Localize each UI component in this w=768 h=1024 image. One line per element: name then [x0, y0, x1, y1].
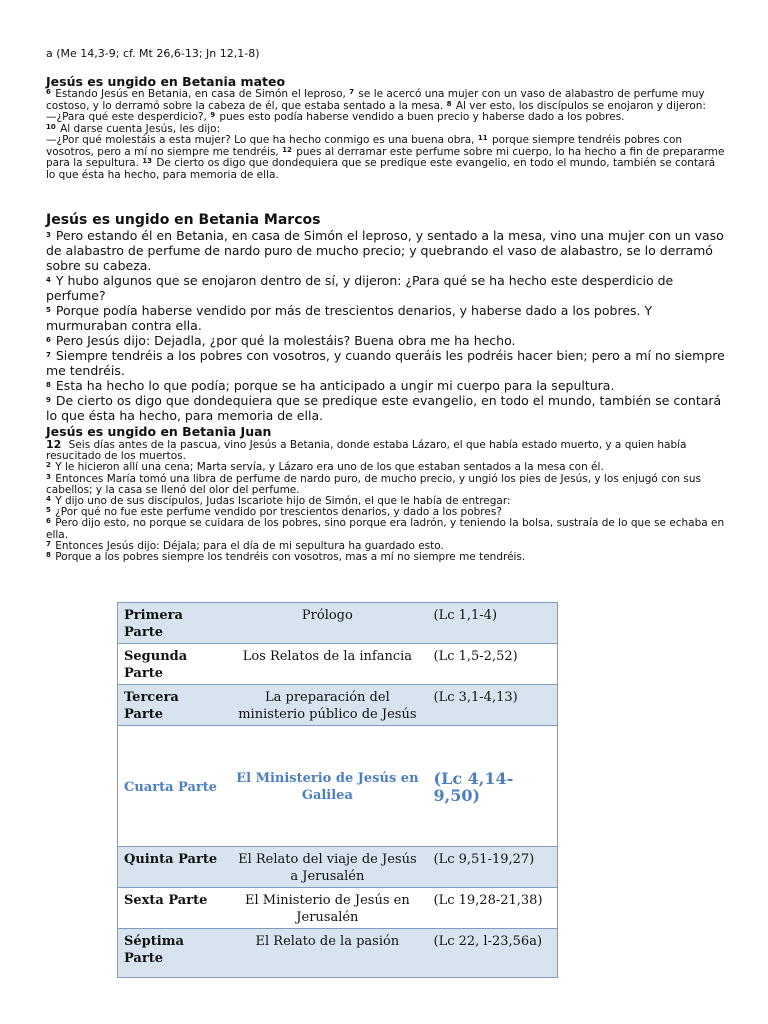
luke-outline-table: [117, 602, 558, 978]
verse: $^6$ Pero dijo esto, no porque se cuidara de los pobres, sino porque era ladrón, y teniendo la bolsa, sustraía de lo que se echaba en ella.: [46, 517, 725, 541]
verse: $^2$ Y le hicieron allí una cena; Marta servía, y Lázaro era uno de los que estaban sentados a la mesa con él.: [46, 461, 604, 474]
verse: $^5$ ¿Por qué no fue este perfume vendido por trescientos denarios, y dado a los pobres?: [46, 506, 502, 519]
verse: $^4$ Y dijo uno de sus discípulos, Judas Iscariote hijo de Simón, el que le había de entregar:: [46, 495, 511, 508]
title-cell: El Ministerio de Jesús en Galilea: [227, 726, 427, 847]
section-body-matthew-4: —¿Por qué molestáis a esta mujer? Lo que ha hecho conmigo es una buena obra, $^{11}$ porque siempre tendréis pobres con vosotros, pero a mí no siempre me tendréis, $^{12}$ pues al derramar este perfume sobre mi cuerpo, lo ha hecho a fin de prepararme para la sepultura. $^{13}$ De cierto os digo que dondequiera que se predique este evangelio, en todo el mundo, también se contará lo que ésta ha hecho, para memoria de ella.: [46, 134, 725, 181]
verse: $^9$ De cierto os digo que dondequiera que se predique este evangelio, en todo el mundo, también se contará lo que ésta ha hecho, para memoria de ella.: [46, 393, 722, 423]
verse: $^8$ Porque a los pobres siempre los tendréis con vosotros, mas a mí no siempre me tendréis.: [46, 551, 526, 564]
verse: $^6$ Pero Jesús dijo: Dejadla, ¿por qué la molestáis? Buena obra me ha hecho.: [46, 333, 516, 348]
section-heading-matthew: Jesús es ungido en Betania mateo: [46, 74, 286, 89]
title-cell: El Ministerio de Jesús en Jerusalén: [227, 888, 427, 929]
verse: $^5$ Porque podía haberse vendido por más de trescientos denarios, y haberse dado a los pobres. Y murmuraban contra ella.: [46, 303, 653, 333]
reference-cell: (Lc 4,14-9,50): [428, 726, 558, 847]
table-row: [118, 644, 558, 685]
verse: $^3$ Pero estando él en Betania, en casa de Simón el leproso, y sentado a la mesa, vino una mujer con un vaso de alabastro de perfume de nardo puro de mucho precio; y quebrando el vaso de alabastro, se lo derramó sobre su cabeza.: [46, 228, 724, 273]
table-row: [118, 929, 558, 978]
part-cell: Sexta Parte: [118, 888, 228, 929]
section-mark: [46, 212, 726, 423]
verse: 12 Seis días antes de la pascua, vino Jesús a Betania, donde estaba Lázaro, el que había estado muerto, y a quien había resucitado de los muertos.: [46, 438, 687, 463]
reference-cell: (Lc 1,1-4): [428, 603, 558, 644]
table-row: [118, 888, 558, 929]
title-cell: El Relato de la pasión: [227, 929, 427, 978]
table-row: [118, 603, 558, 644]
section-matthew: [46, 74, 726, 181]
part-cell: Segunda Parte: [118, 644, 228, 685]
section-john: [46, 425, 726, 563]
part-cell: Primera Parte: [118, 603, 228, 644]
reference-cell: (Lc 19,28-21,38): [428, 888, 558, 929]
verse: $^3$ Entonces María tomó una libra de perfume de nardo puro, de mucho precio, y ungió los pies de Jesús, y los enjugó con sus cabellos; y la casa se llenó del olor del perfume.: [46, 472, 701, 496]
table-row: [118, 685, 558, 726]
part-cell: Cuarta Parte: [118, 726, 228, 847]
verse: $^4$ Y hubo algunos que se enojaron dentro de sí, y dijeron: ¿Para qué se ha hecho este desperdicio de perfume?: [46, 273, 674, 303]
scripture-reference: a (Me 14,3-9; cf. Mt 26,6-13; Jn 12,1-8): [46, 47, 260, 60]
reference-cell: (Lc 9,51-19,27): [428, 847, 558, 888]
title-cell: El Relato del viaje de Jesús a Jerusalén: [227, 847, 427, 888]
section-heading-mark: Jesús es ungido en Betania Marcos: [46, 212, 321, 228]
chapter-number: 12: [46, 438, 62, 451]
section-heading-john: Jesús es ungido en Betania Juan: [46, 424, 272, 439]
section-body-matthew: $^6$ Estando Jesús en Betania, en casa de Simón el leproso, $^7$ se le acercó una mujer con un vaso de alabastro de perfume muy costoso, y lo derramó sobre la cabeza de él, que estaba sentado a la mesa. $^8$ Al ver esto, los discípulos se enojaron y dijeron:: [46, 88, 706, 112]
reference-cell: (Lc 1,5-2,52): [428, 644, 558, 685]
part-cell: Quinta Parte: [118, 847, 228, 888]
reference-cell: (Lc 3,1-4,13): [428, 685, 558, 726]
section-body-matthew-2: —¿Para qué este desperdicio?, $^9$ pues esto podía haberse vendido a buen precio y haberse dado a los pobres.: [46, 111, 625, 123]
title-cell: Prólogo: [227, 603, 427, 644]
verse: $^7$ Siempre tendréis a los pobres con vosotros, y cuando queráis les podréis hacer bien; pero a mí no siempre me tendréis.: [46, 348, 725, 378]
table-row: [118, 847, 558, 888]
section-body-matthew-3: $^{10}$ Al darse cuenta Jesús, les dijo:: [46, 122, 221, 135]
part-cell: Séptima Parte: [118, 929, 228, 978]
reference-cell: (Lc 22, l-23,56a): [428, 929, 558, 978]
part-cell: Tercera Parte: [118, 685, 228, 726]
verse: $^7$ Entonces Jesús dijo: Déjala; para el día de mi sepultura ha guardado esto.: [46, 539, 444, 552]
title-cell: Los Relatos de la infancia: [227, 644, 427, 685]
table-row-highlighted: [118, 726, 558, 847]
verse: $^8$ Esta ha hecho lo que podía; porque se ha anticipado a ungir mi cuerpo para la sepultura.: [46, 378, 615, 393]
title-cell: La preparación del ministerio público de Jesús: [227, 685, 427, 726]
